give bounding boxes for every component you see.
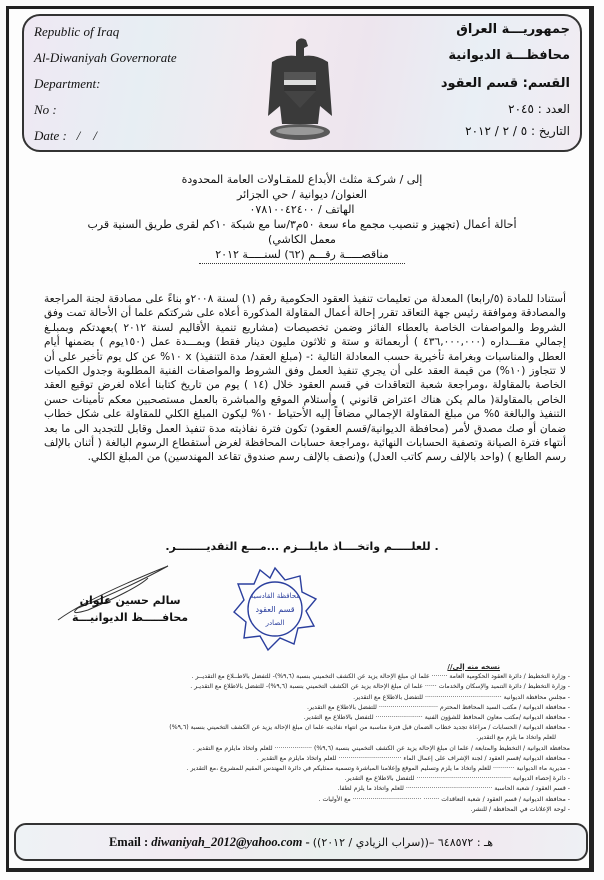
letterhead [22, 14, 582, 152]
header-governorate-en: Al-Diwaniyah Governorate [34, 50, 177, 65]
footer-contact: Email : diwaniyah_2012@yahoo.com - هـ : ٦٤٨٥٧٢ –((سراب الزيادي / ٢٠١٢)) [108, 835, 494, 849]
header-date-ar: التاريخ : ٥ / ٢ / ٢٠١٢ [465, 124, 570, 138]
copies-item: للعلم واتخاذ ما يلزم مع التقدير. [476, 734, 556, 742]
header-date-label: Date : / / [34, 128, 97, 143]
header-department-ar: القسم: قسم العقود [440, 76, 570, 91]
copies-item: - محافظة الديوانية /قسم العقود / لجنة الإشراف على إعمال الماء ································ للعلم واتخاذ مايلزم مع التقدير . [256, 754, 570, 762]
header-department-label: Department: [34, 76, 101, 91]
copies-item: - لوحة الإعلانات في المحافظة / للنشر. [470, 805, 570, 813]
copies-item: - مديرية ماء الديوانية ··········· للعلم واتخاذ ما يلزم وتسليم الموقع وإعلامنا المباشرة وتسمية ممثليكم في دائرة المهندس المقيم للمشروع ،مع التقدير . [186, 765, 570, 773]
copies-item: - محافظة الديوانية /مكتب معاون المحافظ للشؤون الفنية ························ للتفضل بالاطلاع مع التقدير. [303, 714, 570, 722]
iraq-eagle-emblem-icon [260, 36, 340, 146]
recipient-name: إلى / شركـة مثلث الأبداع للمقـاولات العامة المحدودة [181, 173, 423, 186]
header-number-ar: العدد : ٢٠٤٥ [508, 102, 570, 116]
stamp-line-3: الصادر [265, 619, 285, 627]
subject-line-2: معمل الكاشي) [268, 233, 336, 246]
copies-item: - محافظة الديوانية / مكتب السيد المحافظ المحترم ······························ للتفضل بالاطلاع مع التقدير. [307, 703, 570, 711]
tender-number: مناقصـــــة رقـــم (٦٢) لسنـــــة ٢٠١٢ [199, 247, 404, 264]
copies-item: محافظة الديوانية / التخطيط والمتابعة / علما ان مبلغ الإحالة يزيد عن الكشف التخميني بنسبة (٩,٦%) ··················· للعلم واتخاذ مايلزم مع التقدير . [192, 744, 570, 752]
stamp-line-2: قسم العقود [255, 605, 295, 614]
recipient-block [30, 172, 574, 264]
copies-item: - محافظة الديوانية / قسم العقود / شعبة التعاقدات ········ ··································· مع الأوليات . [318, 795, 570, 803]
copies-item: - مجلس محافظة الديوانية ······································· للتفضل بالاطلاع مع التقدير. [353, 693, 570, 701]
signatory-title: محافـــــظ الديوانيـــة [72, 611, 189, 624]
header-number-label: No : [34, 102, 57, 117]
footer-email-label: Email : [108, 835, 149, 849]
copies-item: - وزارة التخطيط / دائرة العقود الحكومية العامة ········ علما ان مبلغ الإحالة يزيد عن الكشف التخميني بنسبة (٩,٦%)- للتفضل بالاطــلاع مع التقديــر . [191, 673, 570, 681]
recipient-phone: الهاتف / ٠٧٨١٠٠٤٢٤٠٠ [249, 203, 355, 216]
footer-box [14, 823, 588, 861]
header-country-en: Republic of Iraq [34, 24, 120, 39]
header-governorate-ar: محافظـــة الديوانية [448, 48, 570, 63]
subject-line-1: أحالة أعمال (تجهيز و تنصيب مجمع ماء سعة ٥٠م٣/سا مع شبكة ١٠كم لقرى طريق السنية قرب [87, 218, 517, 231]
official-stamp-icon [232, 566, 318, 652]
stamp-line-1: محافظة القادسية [249, 592, 301, 600]
closing-line: . للعلـــــم واتخــــاذ مايلـــزم ...مـــع التقديــــــــر. [165, 540, 439, 553]
copies-title: نسخه منه إلى// [447, 663, 500, 671]
recipient-address: العنوان/ ديوانية / حي الجزائر [237, 188, 367, 201]
copies-item: - قسم العقود / شعبة الحاسبة ············································ للعلم واتخاذ ما يلزم لطفا. [337, 785, 570, 793]
copies-item: - وزارة التخطيط / دائرة التنميد والإسكان والخدمات ······ علما ان مبلغ الإحالة يزيد عن الكشف التخميني بنسبة (٩,٦%)- للتفضل بالاطلاع مع التقديـر . [190, 683, 570, 691]
copies-list [30, 662, 570, 815]
footer-phone: هـ : ٦٤٨٥٧٢ –((سراب الزيادي / ٢٠١٢)) [312, 836, 494, 849]
body-paragraph: أستنادا للمادة (٥/رابعا) المعدلة من تعليمات تنفيذ العقود الحكومية رقم (١) لسنة ٢٠٠٨و بناءً على مصادقة لجنة المراجعة والمصادقة وموافقة رئيس جهة التعاقد تقرر إحالة أعمال المقاولة المذكورة أعلاه على شركتكم علما أن الأحالة تمت وفق الشروط والمواصفات الخاصة بالعطاء الفائز وضمن تخصيصات (مشاريع تنمية الأقاليم لسنة ٢٠١٢ )بعهدتكم وبمبلـغ إجمالي مقـــداره (٤٣٦,٠٠٠,٠٠٠ ) أربعمائة و ستة و ثلاثون مليون دينار فقط) وبمـــدة عمل (١٥٠يوم ) بضمنها أيام العطل والمناسبات وبغرامة تأخيرية حسب المعادلة التالية :- (مبلغ العقد/ مدة التنفيذ) x ١٠% عن كل يوم تأخير على أن لا تتجاوز (١٠%) من قيمة العقد على أن يجري تنفيذ العمل وفق الشروط والمواصفات الفنية المطلوبة وجدول الكميات الخاصة بالمقاولة ،ومراجعة شعبة التعاقدات في قسم العقود خلال (١٤ ) يوم من تاريخ كتابنا أعلاه لغرض توقيع العقد الخاص بالمقاولة( مالم يكن هناك اعتراض قانوني ) وأستلام الموقع والمباشرة بالعمل مستصحبين معكم تأمينات حسن التنفيذ والبالغة ٥% من مبلغ المقاولة الإجمالي مضافاً إليه الأحتياط ١٠% ليكون المبلغ الكلي للمقاولة على شكل خطاب ضمان أو صك مصدق لأمر (محافظة الديوانية/قسم العقود) تكون فترة نفاذيته مدة تنفيذ العمل وقابل للتجديد الى ما بعد أنتهاء فترة الصيانة وتصفية الحسابات النهائية ،ومراجعة حسابات المحافظة لغرض أستقطاع الرسوم البالغة ( أثنان بالإلف رسم الطابع ) (واحد بالإلف رسم كاتب العدل) و(نصف بالإلف رسم صندوق تقاعد المهندسين) من المبلغ الكلي. [44, 293, 567, 464]
signature-block [72, 592, 188, 626]
header-country-ar: جمهوريـــة العراق [456, 22, 570, 37]
copies-item: - محافظة الديوانية / الحسابات / مراعاة تجديد خطاب الضمان قبل فترة مناسبة من انتهاء نفاذيته علما ان مبلغ الإحالة يزيد عن الكشف التخميني بنسبة (٩,٦%) [169, 724, 570, 732]
copies-item: - دائرة إحصاء الديوانية ················································ للتفضل بالاطلاع مع التقدير. [344, 775, 570, 783]
signatory-name: سالم حسين علوان [79, 594, 181, 607]
footer-email-link[interactable]: diwaniyah_2012@yahoo.com [151, 835, 303, 849]
